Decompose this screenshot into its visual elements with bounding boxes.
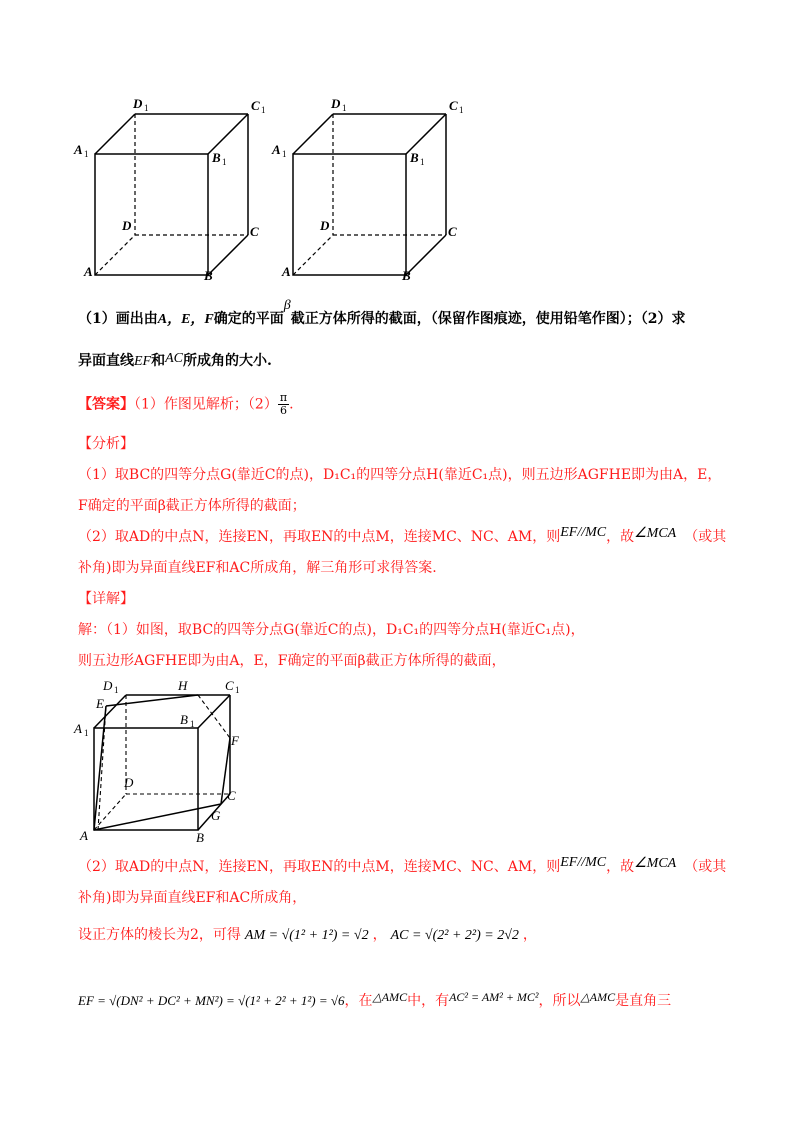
label-C: C bbox=[250, 224, 259, 239]
label-A: A bbox=[84, 264, 93, 279]
detail-part2-line-2: 补角)即为异面直线EF和AC所成角， bbox=[78, 890, 307, 906]
detail-tag: 【详解】 bbox=[78, 591, 134, 607]
detail-line-2: 则五边形AGFHE即为由A，E，F确定的平面β截正方体所得的截面， bbox=[78, 653, 506, 669]
analysis-line-2: F确定的平面β截正方体所得的截面； bbox=[78, 498, 306, 514]
question-line-2: 异面直线EF和AC所成角的大小. bbox=[78, 351, 272, 369]
label-C1: C bbox=[251, 98, 260, 113]
label-D: D bbox=[320, 218, 330, 233]
analysis-line-1: （1）取BC的四等分点G(靠近C的点)，D₁C₁的四等分点H(靠近C₁点)，则五边形AGFHE即为由A，E， bbox=[78, 467, 722, 483]
label-A1: A bbox=[74, 142, 83, 157]
svg-text:1: 1 bbox=[261, 105, 266, 115]
label-B1: B bbox=[212, 150, 221, 165]
analysis-tag: 【分析】 bbox=[78, 436, 134, 452]
analysis-line-4: 补角)即为异面直线EF和AC所成角，解三角形可求得答案. bbox=[78, 560, 437, 576]
svg-text:A: A bbox=[74, 721, 82, 736]
svg-text:1: 1 bbox=[114, 685, 119, 695]
svg-text:C: C bbox=[225, 678, 234, 693]
svg-text:1: 1 bbox=[222, 157, 227, 167]
svg-text:E: E bbox=[96, 696, 104, 711]
label-A1: A bbox=[272, 142, 281, 157]
svg-text:D: D bbox=[124, 775, 134, 790]
section-figure bbox=[70, 672, 255, 847]
svg-text:B: B bbox=[196, 830, 204, 845]
svg-text:B: B bbox=[180, 712, 188, 727]
svg-text:H: H bbox=[178, 678, 188, 693]
svg-text:A: A bbox=[80, 828, 88, 843]
svg-text:D: D bbox=[103, 678, 113, 693]
svg-text:1: 1 bbox=[282, 149, 287, 159]
answer-fraction: $\frac{\pi}{6}$ bbox=[279, 391, 288, 417]
svg-text:1: 1 bbox=[235, 685, 240, 695]
label-B: B bbox=[402, 268, 411, 283]
label-B: B bbox=[204, 268, 213, 283]
label-C1: C bbox=[449, 98, 458, 113]
label-D: D bbox=[122, 218, 132, 233]
svg-text:C: C bbox=[227, 788, 236, 803]
cube-figure-right bbox=[268, 90, 468, 285]
analysis-line-3: （2）取AD的中点N，连接EN，再取EN的中点M，连接MC、NC、AM，则EF//MC，故∠MCA （或其 bbox=[78, 525, 727, 545]
cube-figure-left bbox=[70, 90, 270, 285]
label-D1: D bbox=[133, 96, 143, 111]
svg-text:1: 1 bbox=[342, 103, 347, 113]
detail-part4-line: EF = √(DN² + DC² + MN²) = √(1² + 2² + 1²) = √6，在△AMC中，有AC² = AM² + MC²，所以△AMC是直角三 bbox=[78, 990, 672, 1009]
svg-text:1: 1 bbox=[190, 719, 195, 729]
label-A: A bbox=[282, 264, 291, 279]
svg-text:1: 1 bbox=[420, 157, 425, 167]
label-D1: D bbox=[331, 96, 341, 111]
detail-part2-line-1: （2）取AD的中点N，连接EN，再取EN的中点M，连接MC、NC、AM，则EF//MC，故∠MCA （或其 bbox=[78, 855, 727, 875]
svg-text:1: 1 bbox=[459, 105, 464, 115]
svg-text:1: 1 bbox=[144, 103, 149, 113]
detail-line-1: 解：（1）如图，取BC的四等分点G(靠近C的点)，D₁C₁的四等分点H(靠近C₁点)， bbox=[78, 622, 585, 638]
detail-part3-line: 设正方体的棱长为2，可得 AM = √(1² + 1²) = √2 ， AC = √(2² + 2²) = 2√2 ， bbox=[78, 927, 537, 943]
svg-text:F: F bbox=[231, 733, 239, 748]
svg-text:1: 1 bbox=[84, 728, 89, 738]
label-B1: B bbox=[410, 150, 419, 165]
answer-tag: 【答案】 bbox=[78, 396, 134, 413]
question-line-1: （1）画出由A，E，F确定的平面β截正方体所得的截面，（保留作图痕迹，使用铅笔作图）；（2）求 bbox=[78, 298, 686, 327]
svg-text:G: G bbox=[211, 808, 221, 823]
svg-text:1: 1 bbox=[84, 149, 89, 159]
answer-line: 【答案】（1）作图见解析；（2） $\frac{\pi}{6}$ . bbox=[78, 391, 294, 417]
label-C: C bbox=[448, 224, 457, 239]
